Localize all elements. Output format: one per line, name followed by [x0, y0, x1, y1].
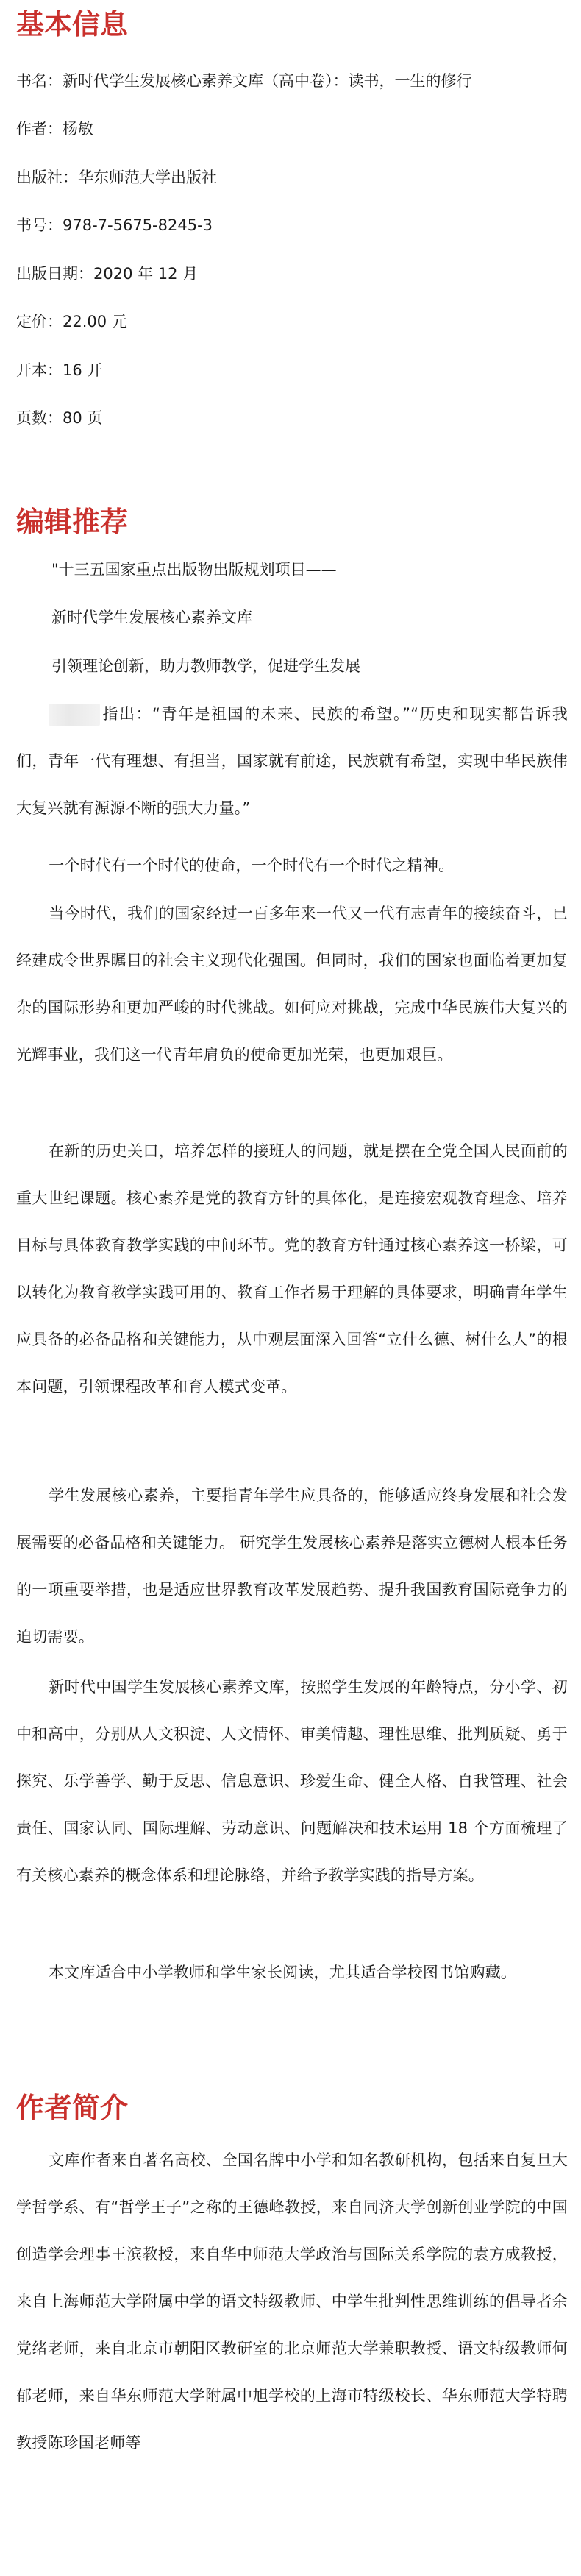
recommend-paragraph: 学生发展核心素养，主要指青年学生应具备的，能够适应终身发展和社会发展需要的必备品格和关键能力。 研究学生发展核心素养是落实立德树人根本任务的一项重要举措，也是适应世界教育改革发展趋势、提升我国教育国际竞争力的迫切需要。: [16, 1487, 568, 1646]
info-format: 开本：16 开: [16, 361, 103, 379]
recommend-paragraph: 新时代中国学生发展核心素养文库，按照学生发展的年龄特点，分小学、初中和高中，分别从人文积淀、人文情怀、审美情趣、理性思维、批判质疑、勇于探究、乐学善学、勤于反思、信息意识、珍爱生命、健全人格、自我管理、社会责任、国家认同、国际理解、劳动意识、问题解决和技术运用 18 个方面梳理了有关核心素养的概念体系和理论脉络，并给予教学实践的指导方案。: [16, 1678, 568, 1884]
basic-info-heading: 基本信息: [16, 8, 129, 40]
editor-recommendation-heading: 编辑推荐: [16, 506, 129, 538]
recommend-line: 新时代学生发展核心素养文库: [51, 609, 252, 626]
info-title: 书名：新时代学生发展核心素养文库（高中卷）：读书，一生的修行: [16, 72, 472, 90]
info-isbn: 书号：978-7-5675-8245-3: [16, 216, 213, 234]
author-intro-paragraph: 文库作者来自著名高校、全国名牌中小学和知名教研机构，包括来自复旦大学哲学系、有“哲学王子”之称的王德峰教授，来自同济大学创新创业学院的中国创造学会理事王滨教授，来自华中师范大学政治与国际关系学院的袁方成教授，来自上海师范大学附属中学的语文特级教师、中学生批判性思维训练的倡导者余党绪老师，来自北京市朝阳区教研室的北京师范大学兼职教授、语文特级教师何郁老师，来自华东师范大学附属中旭学校的上海市特级校长、华东师范大学特聘教授陈珍国老师等: [16, 2151, 568, 2452]
info-price: 定价：22.00 元: [16, 313, 127, 330]
info-author: 作者：杨敏: [16, 120, 93, 138]
recommend-paragraph: 在新的历史关口，培养怎样的接班人的问题，就是摆在全党全国人民面前的重大世纪课题。核心素养是党的教育方针的具体化，是连接宏观教育理念、培养目标与具体教育教学实践的中间环节。党的教育方针通过核心素养这一桥梁，可以转化为教育教学实践可用的、教育工作者易于理解的具体要求，明确青年学生应具备的必备品格和关键能力，从中观层面深入回答“立什么德、树什么人”的根本问题，引领课程改革和育人模式变革。: [16, 1142, 568, 1395]
recommend-paragraph: 一个时代有一个时代的使命，一个时代有一个时代之精神。: [49, 857, 455, 874]
recommend-paragraph: 当今时代，我们的国家经过一百多年来一代又一代有志青年的接续奋斗，已经建成令世界瞩目的社会主义现代化强国。但同时，我们的国家也面临着更加复杂的国际形势和更加严峻的时代挑战。如何应对挑战，完成中华民族伟大复兴的光辉事业，我们这一代青年肩负的使命更加光荣，也更加艰巨。: [16, 905, 568, 1064]
info-publish-date: 出版日期：2020 年 12 月: [16, 265, 199, 283]
recommend-paragraph: 本文库适合中小学教师和学生家长阅读，尤其适合学校图书馆购藏。: [49, 1964, 517, 1981]
recommend-line: 引领理论创新，助力教师教学，促进学生发展: [51, 657, 360, 675]
info-publisher: 出版社：华东师范大学出版社: [16, 169, 217, 186]
info-pages: 页数：80 页: [16, 409, 103, 427]
recommend-paragraph: 指出：“青年是祖国的未来、民族的希望。”“历史和现实都告诉我们，青年一代有理想、有担当，国家就有前途，民族就有希望，实现中华民族伟大复兴就有源源不断的强大力量。”: [16, 705, 568, 817]
author-intro-heading: 作者简介: [16, 2092, 129, 2124]
redacted-patch: [49, 704, 100, 726]
recommend-line: "十三五国家重点出版物出版规划项目——: [51, 561, 337, 578]
